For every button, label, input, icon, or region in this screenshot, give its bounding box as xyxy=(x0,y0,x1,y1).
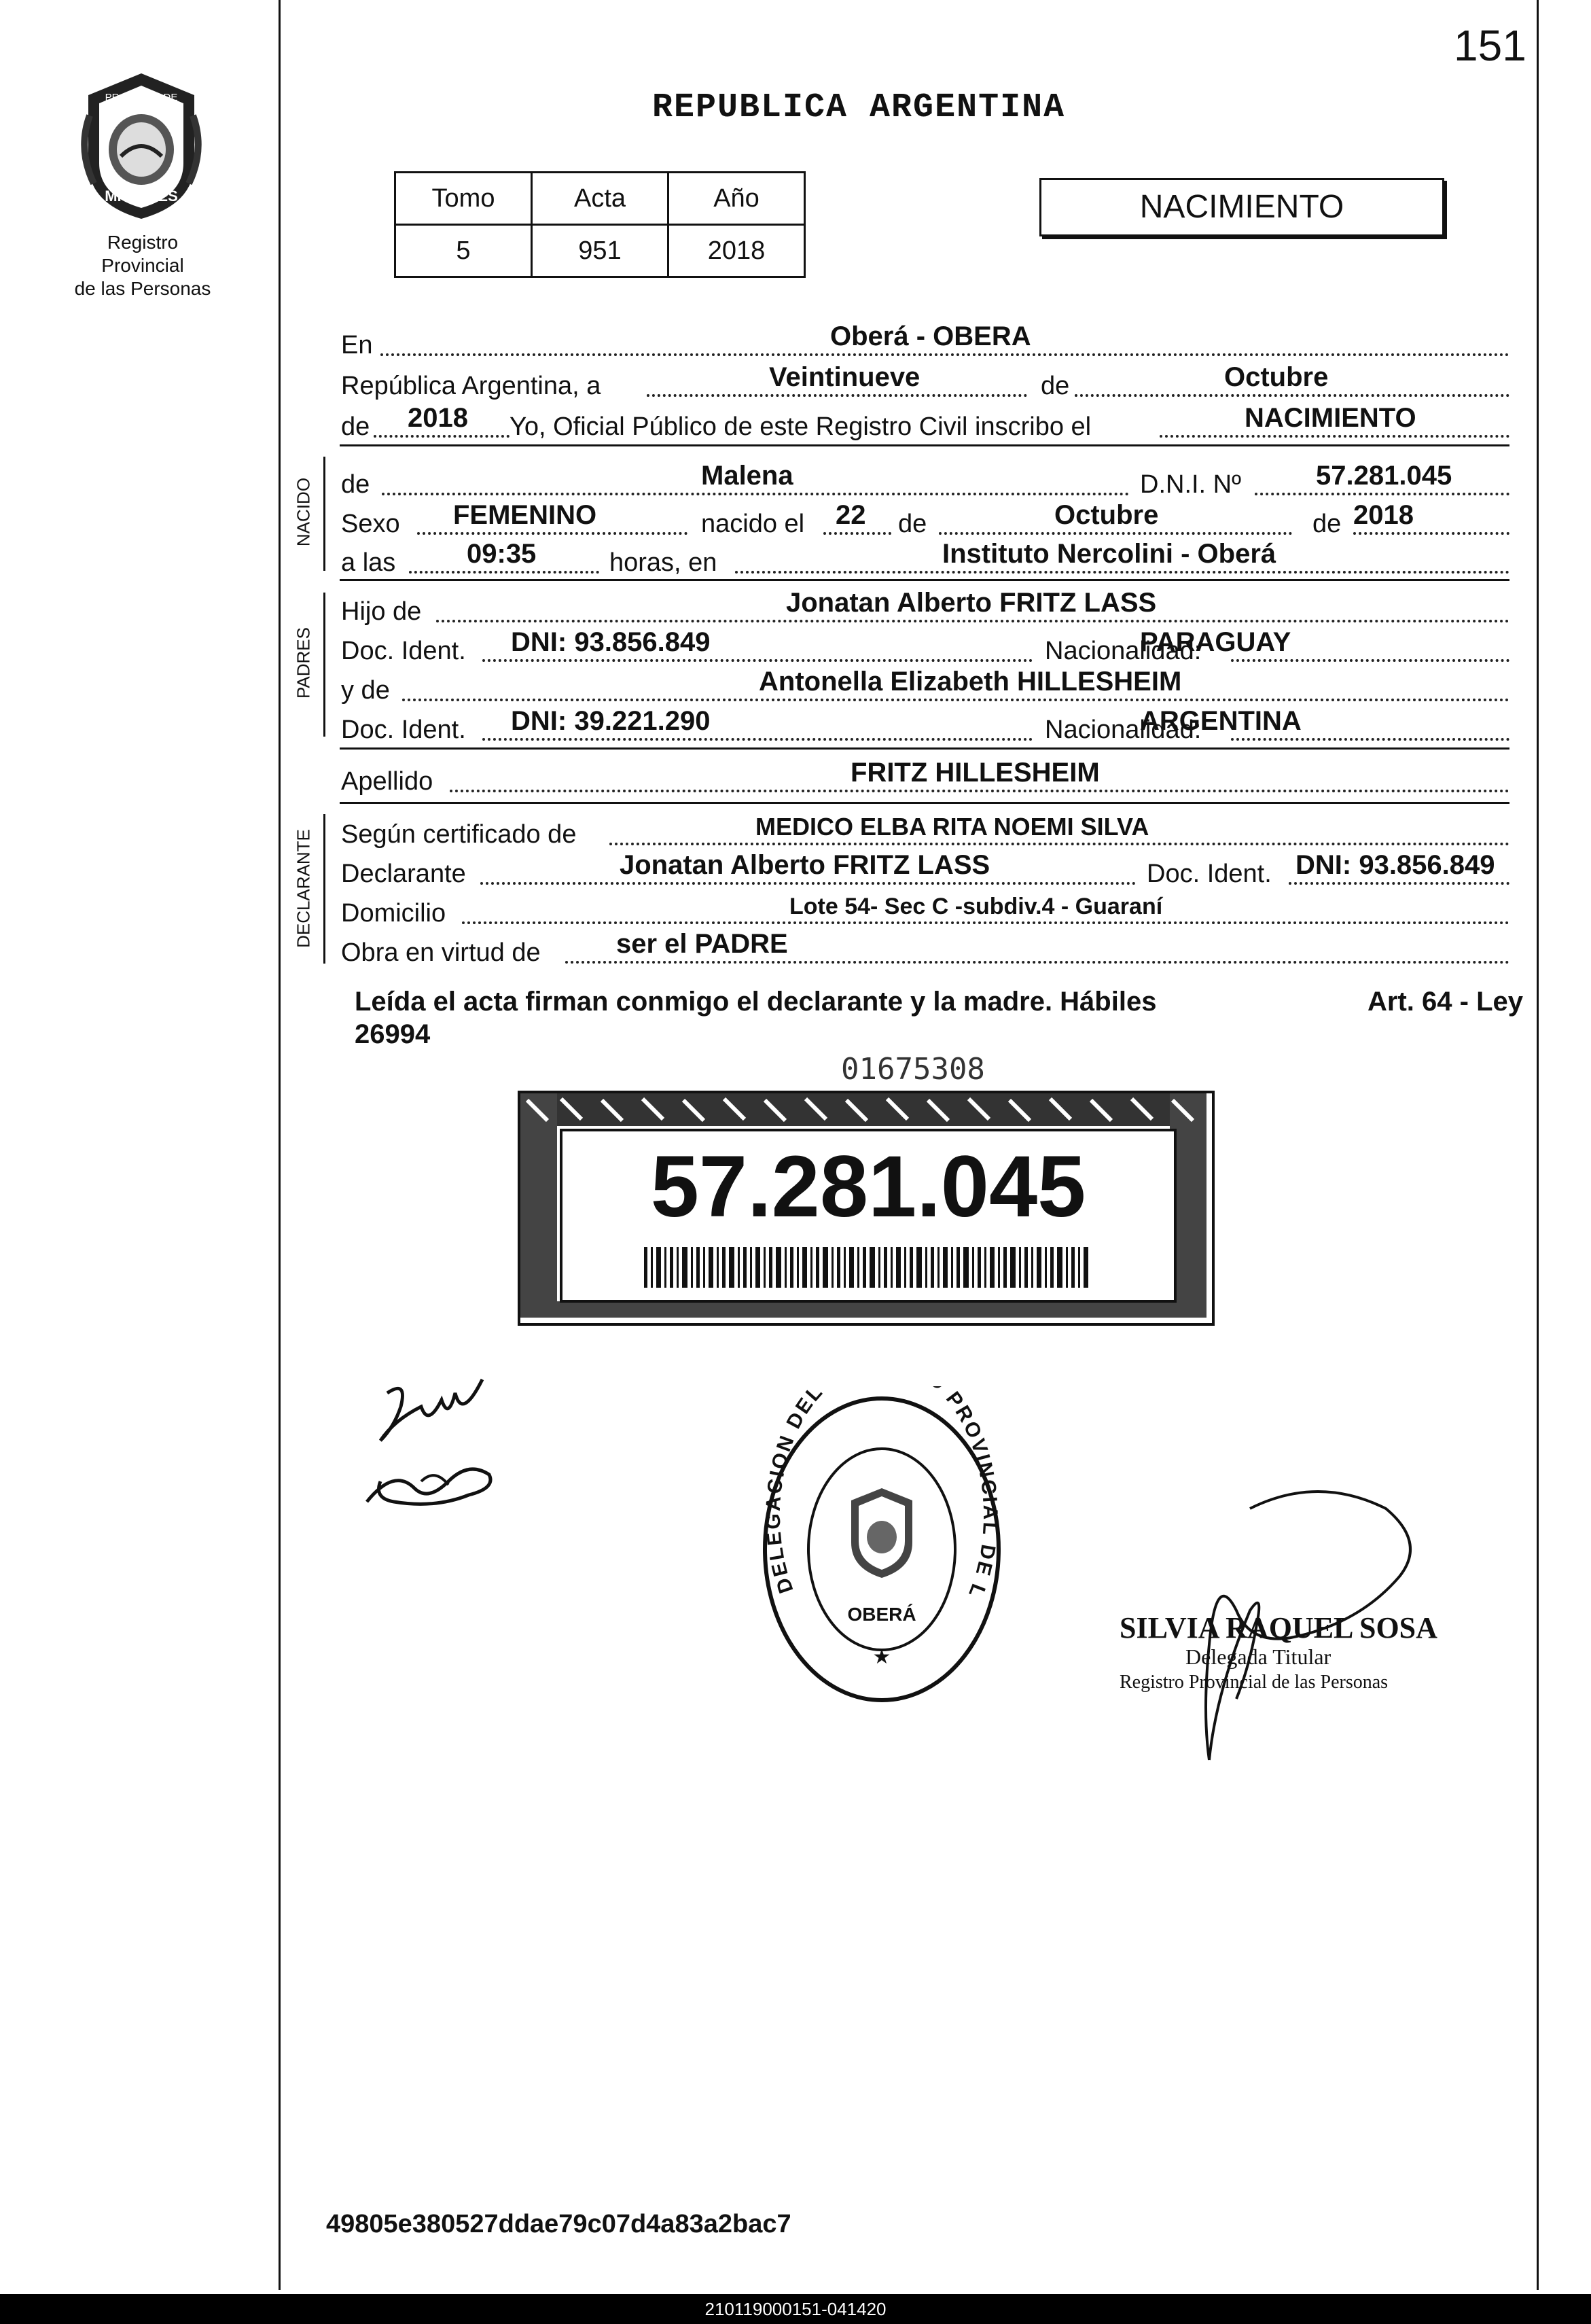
value-registers: NACIMIENTO xyxy=(1245,403,1416,433)
logo-text-bottom: MISIONES xyxy=(105,188,178,205)
serial-number: 01675308 xyxy=(841,1052,985,1087)
value-declarant-doc: DNI: 93.856.849 xyxy=(1295,850,1495,880)
registry-logo xyxy=(73,68,209,228)
barcode xyxy=(644,1247,1092,1288)
row-mother xyxy=(341,665,1509,705)
svg-text:★: ★ xyxy=(872,1645,891,1669)
section-nacido: NACIDO xyxy=(293,477,314,547)
row-name xyxy=(341,459,1509,499)
value-declarant: Jonatan Alberto FRITZ LASS xyxy=(620,850,990,880)
row-father-doc xyxy=(341,625,1509,666)
row-year-officer xyxy=(341,401,1509,442)
official-seal xyxy=(753,1386,1011,1716)
logo-text-top: PROVINCIA DE xyxy=(105,92,178,103)
officer-org: Registro Provincial de las Personas xyxy=(1120,1672,1389,1693)
value-anio: 2018 xyxy=(668,225,805,277)
footer-code: 210119000151-041420 xyxy=(0,2294,1591,2324)
label-obra: Obra en virtud de xyxy=(341,938,541,967)
value-dni: 57.281.045 xyxy=(1316,461,1452,491)
value-father-nationality: PARAGUAY xyxy=(1140,627,1291,657)
act-type-box: NACIMIENTO xyxy=(1039,178,1444,236)
value-surname: FRITZ HILLESHEIM xyxy=(851,758,1100,788)
value-day-word: Veintinueve xyxy=(769,362,920,392)
divider xyxy=(340,579,1509,581)
value-acta: 951 xyxy=(532,225,668,277)
value-sex: FEMENINO xyxy=(453,500,597,530)
label-horas: horas, en xyxy=(609,548,717,577)
label-nationality-mother: Nacionalidad: xyxy=(1045,716,1202,744)
row-certificate xyxy=(341,809,1509,849)
label-de: de xyxy=(1041,372,1070,400)
row-republica xyxy=(341,360,1509,401)
label-officer: Yo, Oficial Público de este Registro Civil inscribo el xyxy=(510,412,1092,441)
label-nationality-father: Nacionalidad: xyxy=(1045,637,1202,665)
value-month: Octubre xyxy=(1224,362,1329,392)
statement-text: Leída el acta firman conmigo el declarante y la madre. Hábiles xyxy=(355,987,1157,1017)
value-year: 2018 xyxy=(408,403,468,433)
label-apellido: Apellido xyxy=(341,767,433,796)
label-certificado: Según certificado de xyxy=(341,820,577,849)
row-time-place xyxy=(341,537,1509,578)
page-number: 151 xyxy=(1454,21,1526,70)
label-doc-declarant: Doc. Ident. xyxy=(1147,860,1272,888)
label-y-de: y de xyxy=(341,676,390,705)
value-name: Malena xyxy=(701,461,793,491)
header-tomo: Tomo xyxy=(395,173,532,225)
section-bar-declarante xyxy=(323,814,325,964)
header-anio: Año xyxy=(668,173,805,225)
id-label xyxy=(518,1091,1215,1326)
row-sex-date xyxy=(341,498,1509,539)
value-mother: Antonella Elizabeth HILLESHEIM xyxy=(759,667,1182,697)
document-hash: 49805e380527ddae79c07d4a83a2bac7 xyxy=(326,2210,791,2238)
value-birth-place: Instituto Nercolini - Oberá xyxy=(942,539,1276,569)
seal-city: OBERÁ xyxy=(847,1604,916,1625)
statement-law-number: 26994 xyxy=(355,1019,431,1049)
label-nacido: nacido el xyxy=(701,510,805,538)
row-surname xyxy=(341,756,1509,796)
value-birth-month: Octubre xyxy=(1054,500,1159,530)
label-a-las: a las xyxy=(341,548,396,577)
label-republica: República Argentina, a xyxy=(341,372,601,400)
record-table xyxy=(394,171,806,278)
header-acta: Acta xyxy=(532,173,668,225)
right-margin-line xyxy=(1537,0,1539,2290)
divider xyxy=(340,747,1509,750)
value-mother-doc: DNI: 39.221.290 xyxy=(511,706,711,736)
value-certificate: MEDICO ELBA RITA NOEMI SILVA xyxy=(755,813,1149,841)
divider xyxy=(340,444,1509,446)
label-en: En xyxy=(341,331,373,359)
section-padres: PADRES xyxy=(293,627,314,699)
section-declarante: DECLARANTE xyxy=(293,829,314,948)
value-place: Oberá - OBERA xyxy=(830,321,1031,351)
id-number: 57.281.045 xyxy=(650,1138,1086,1235)
officer-role: Delegada Titular xyxy=(1185,1644,1331,1669)
label-domicilio: Domicilio xyxy=(341,899,446,928)
divider xyxy=(340,802,1509,804)
officer-name: SILVIA RAQUEL SOSA xyxy=(1120,1611,1437,1644)
value-birth-day: 22 xyxy=(836,500,866,530)
handwritten-initials xyxy=(353,1366,516,1522)
value-address: Lote 54- Sec C -subdiv.4 - Guaraní xyxy=(789,894,1163,919)
label-declarante: Declarante xyxy=(341,860,466,888)
value-father: Jonatan Alberto FRITZ LASS xyxy=(786,588,1157,618)
value-birth-year: 2018 xyxy=(1353,500,1414,530)
closing-statement xyxy=(355,985,1523,1051)
label-dni: D.N.I. Nº xyxy=(1140,470,1241,499)
value-tomo: 5 xyxy=(395,225,532,277)
row-address xyxy=(341,887,1509,928)
row-role xyxy=(341,927,1509,968)
registry-caption-line1: Registro Provincial xyxy=(101,232,184,276)
label-de-birth-year: de xyxy=(1312,510,1342,538)
row-en xyxy=(341,319,1509,360)
registry-caption xyxy=(65,231,221,300)
value-father-doc: DNI: 93.856.849 xyxy=(511,627,711,657)
label-de-year: de xyxy=(341,412,370,441)
row-father xyxy=(341,586,1509,627)
left-margin-line xyxy=(279,0,281,2290)
section-bar-padres xyxy=(323,593,325,737)
section-bar-nacido xyxy=(323,457,325,571)
value-time: 09:35 xyxy=(467,539,537,569)
statement-article: Art. 64 - Ley xyxy=(1367,987,1523,1017)
row-declarant xyxy=(341,848,1509,889)
row-mother-doc xyxy=(341,704,1509,745)
value-mother-nationality: ARGENTINA xyxy=(1140,706,1302,736)
label-de-month: de xyxy=(898,510,927,538)
document-title: REPUBLICA ARGENTINA xyxy=(652,88,1066,127)
value-role: ser el PADRE xyxy=(616,929,788,959)
label-sexo: Sexo xyxy=(341,510,400,538)
label-doc-mother: Doc. Ident. xyxy=(341,716,466,744)
label-hijo: Hijo de xyxy=(341,597,422,626)
id-inner-frame xyxy=(560,1129,1177,1303)
label-doc-father: Doc. Ident. xyxy=(341,637,466,665)
registry-caption-line2: de las Personas xyxy=(74,278,211,299)
seal-ring-text: DELEGACION DEL PROVINCIAL DE L xyxy=(762,1386,1002,1603)
label-de-name: de xyxy=(341,470,370,499)
